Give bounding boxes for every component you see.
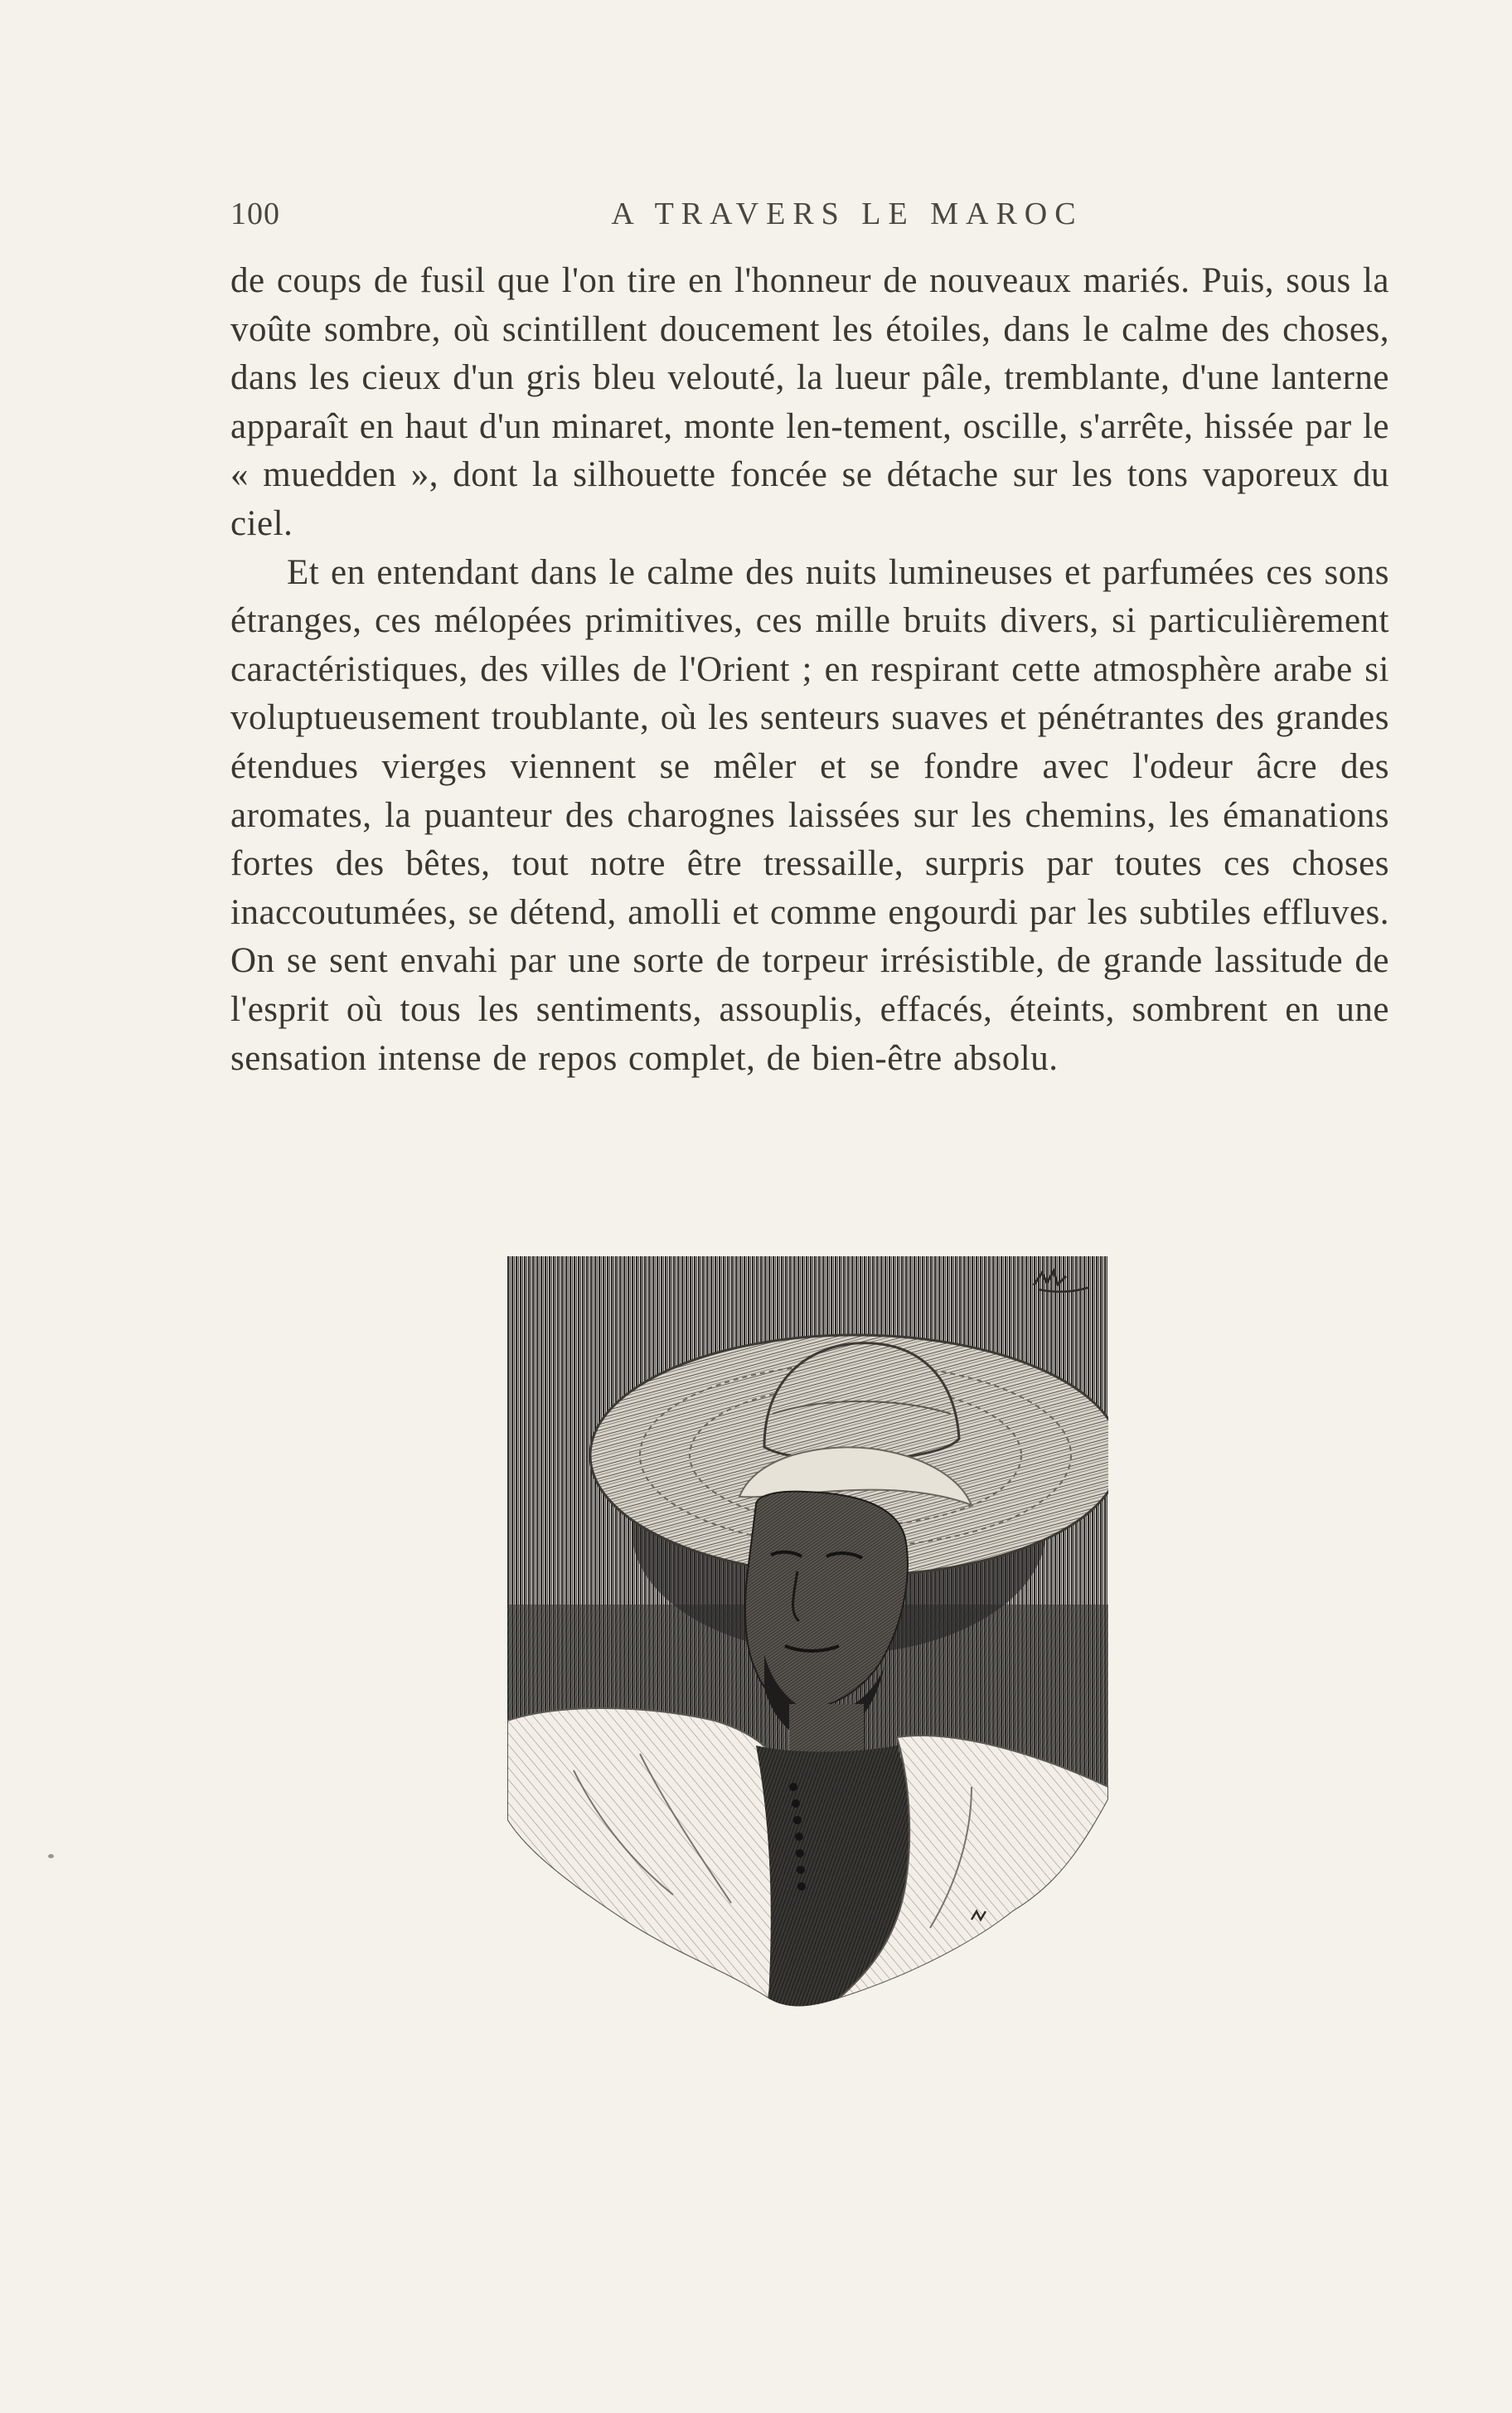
running-head xyxy=(230,189,1389,239)
paragraph: Et en entendant dans le calme des nuits lumineuses et parfumées ces sons étranges, ces mélopées primitives, ces mille bruits divers, si particulièrement caractéristiques, des villes de l'Orient ; en respirant cette atmosphère arabe si voluptueusement troublante, où les senteurs suaves et pénétrantes des grandes étendues vierges viennent se mêler et se fondre avec l'odeur âcre des aromates, la puanteur des charognes laissées sur les chemins, les émanations fortes des bêtes, tout notre être tressaille, surpris par toutes ces choses inaccoutumées, se détend, amolli et comme engourdi par les subtiles effluves. On se sent envahi par une sorte de torpeur irrésistible, de grande lassitude de l'esprit où tous les sentiments, assouplis, effacés, éteints, sombrent en une sensation intense de repos complet, de bien-être absolu. xyxy=(230,552,1389,1078)
page-number: 100 xyxy=(230,197,280,231)
paragraph: de coups de fusil que l'on tire en l'honneur de nouveaux mariés. Puis, sous la voûte sombre, où scintillent doucement les étoiles, dans le calme des choses, dans les cieux d'un gris bleu velouté, la lueur pâle, tremblante, d'une lanterne apparaît en haut d'un minaret, monte len-tement, oscille, s'arrête, hissée par le « muedden », dont la silhouette foncée se détache sur les tons vaporeux du ciel. xyxy=(230,261,1389,543)
body-text xyxy=(230,257,1389,1083)
portrait-engraving xyxy=(507,1256,1108,2015)
running-title: A TRAVERS LE MAROC xyxy=(611,197,1083,231)
paper-speck xyxy=(48,1854,54,1858)
engraving-illustration xyxy=(507,1256,1108,2015)
